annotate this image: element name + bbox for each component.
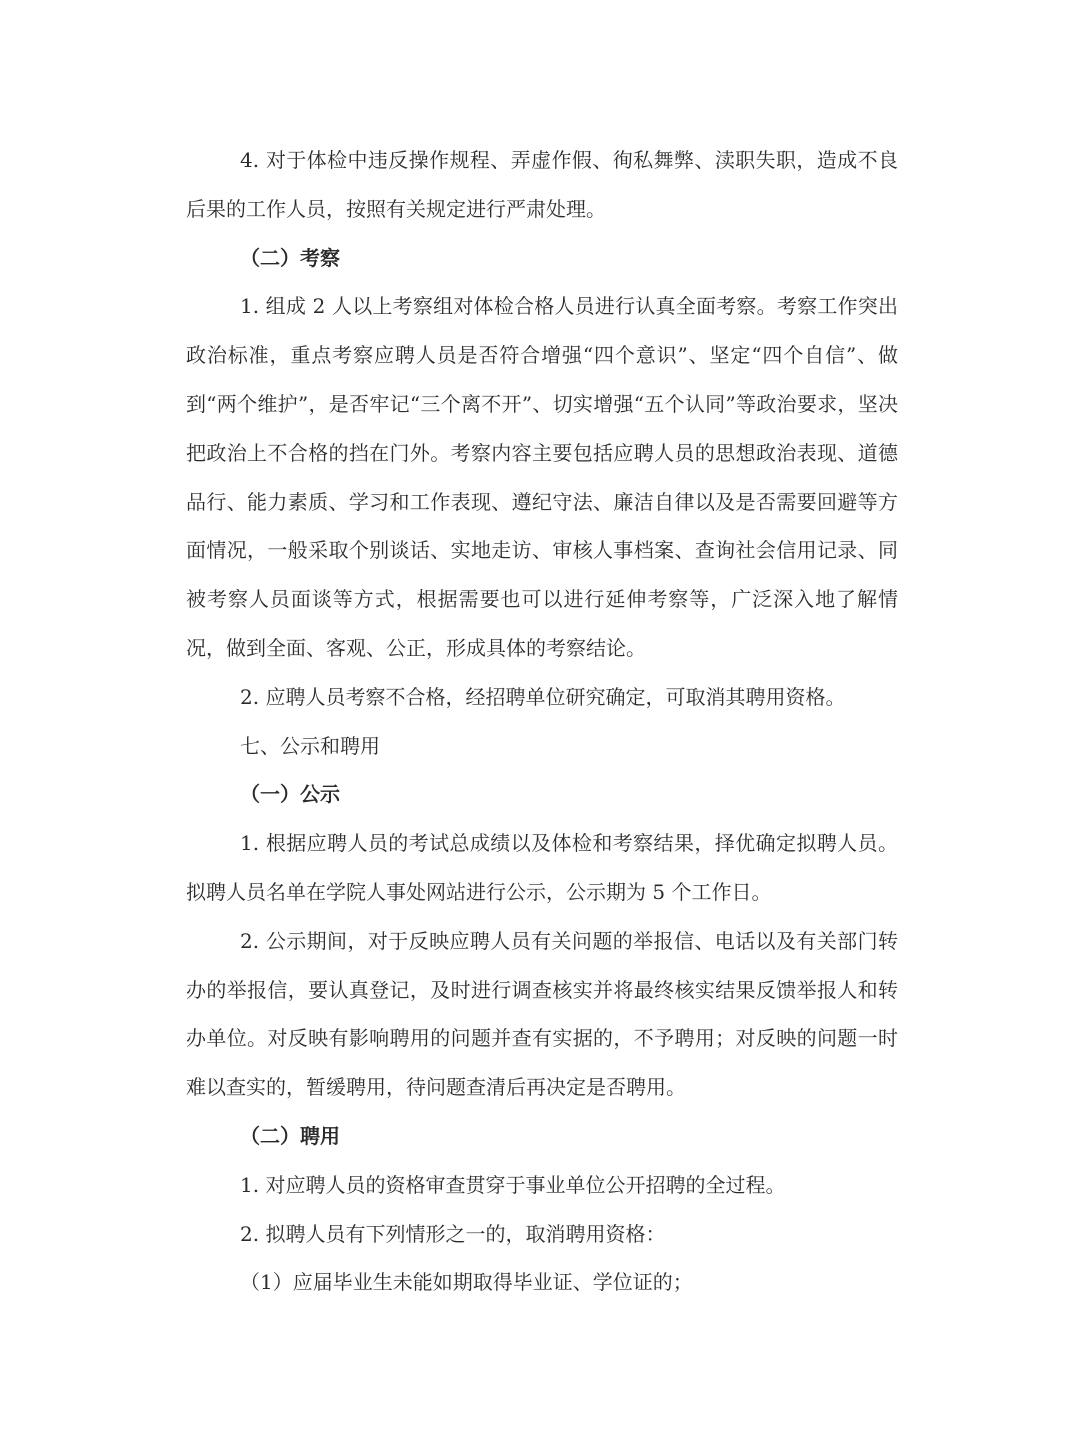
- document-body: [186, 136, 898, 1307]
- section-heading-inspection: （二）考察: [240, 245, 340, 270]
- section-heading-hiring: （二）聘用: [240, 1123, 340, 1148]
- paragraph-publicity-period-reports: 2. 公示期间，对于反映应聘人员有关问题的举报信、电话以及有关部门转办的举报信，要认真登记，及时进行调查核实并将最终核实结果反馈举报人和转办单位。对反映有影响聘用的问题并查有实据的，不予聘用；对反映的问题一时难以查实的，暂缓聘用，待问题查清后再决定是否聘用。: [186, 928, 898, 1100]
- paragraph-qualification-review: 1. 对应聘人员的资格审查贯穿于事业单位公开招聘的全过程。: [240, 1172, 786, 1197]
- chapter-heading-publicity-and-hiring: 七、公示和聘用: [240, 733, 380, 758]
- paragraph-cancellation-conditions: 2. 拟聘人员有下列情形之一的，取消聘用资格：: [240, 1221, 666, 1246]
- list-item-condition-1: （1）应届毕业生未能如期取得毕业证、学位证的；: [240, 1270, 693, 1295]
- section-heading-publicity: （一）公示: [240, 782, 340, 807]
- paragraph-inspection-failure: 2. 应聘人员考察不合格，经招聘单位研究确定，可取消其聘用资格。: [240, 684, 846, 709]
- paragraph-inspection-team: 1. 组成 2 人以上考察组对体检合格人员进行认真全面考察。考察工作突出政治标准，重点考察应聘人员是否符合增强“四个意识”、坚定“四个自信”、做到“两个维护”，是否牢记“三个离不开”、切实增强“五个认同”等政治要求，坚决把政治上不合格的挡在门外。考察内容主要包括应聘人员的思想政治表现、道德品行、能力素质、学习和工作表现、遵纪守法、廉洁自律以及是否需要回避等方面情况，一般采取个别谈话、实地走访、审核人事档案、查询社会信用记录、同被考察人员面谈等方式，根据需要也可以进行延伸考察等，广泛深入地了解情况，做到全面、客观、公正，形成具体的考察结论。: [186, 294, 898, 660]
- paragraph-physical-exam-violations: 4. 对于体检中违反操作规程、弄虚作假、徇私舞弊、渎职失职，造成不良后果的工作人员，按照有关规定进行严肃处理。: [186, 148, 898, 221]
- paragraph-determine-candidates: 1. 根据应聘人员的考试总成绩以及体检和考察结果，择优确定拟聘人员。拟聘人员名单在学院人事处网站进行公示，公示期为 5 个工作日。: [186, 831, 898, 904]
